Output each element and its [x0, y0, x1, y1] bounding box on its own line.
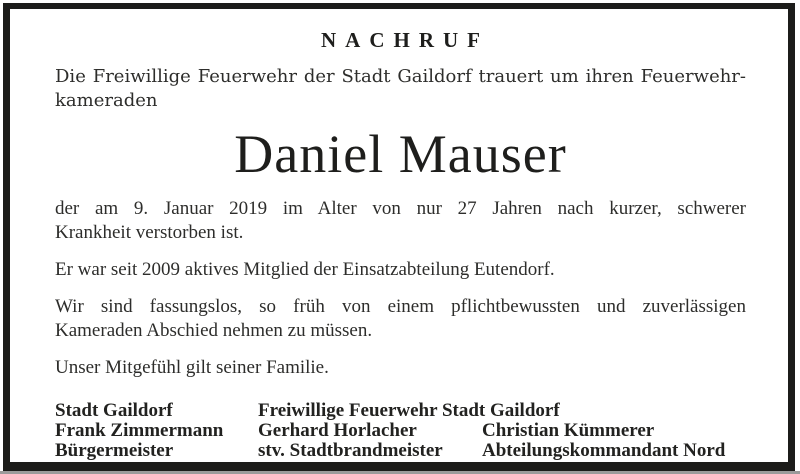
death-details-paragraph	[55, 197, 746, 245]
intro-line-1: Die Freiwillige Feuerwehr der Stadt Gaildorf trauert um ihren Feuerwehr-	[55, 66, 746, 87]
signature-role-mayor: Bürgermeister	[55, 440, 174, 461]
membership-paragraph	[55, 258, 746, 282]
signature-org-fire-department: Freiwillige Feuerwehr Stadt Gaildorf	[258, 400, 560, 421]
signature-name-mayor: Frank Zimmermann	[55, 420, 224, 441]
sympathy-paragraph	[55, 356, 746, 380]
membership-line: Er war seit 2009 aktives Mitglied der Einsatzabteilung Eutendorf.	[55, 259, 555, 280]
notice-title: NACHRUF	[321, 28, 489, 52]
signature-role-commandant: Abteilungskommandant Nord	[482, 440, 726, 461]
signature-role-fire-chief: stv. Stadtbrandmeister	[258, 440, 443, 461]
obituary-notice-frame	[3, 3, 795, 471]
intro-line-2: kameraden	[55, 90, 158, 111]
death-details-line-2: Krankheit verstorben ist.	[55, 222, 244, 243]
signature-name-commandant: Christian Kümmerer	[482, 420, 655, 441]
intro-paragraph	[55, 65, 746, 113]
deceased-name: Daniel Mauser	[234, 124, 567, 184]
condolence-paragraph	[55, 295, 746, 343]
signature-org-city: Stadt Gaildorf	[55, 400, 173, 421]
death-details-line-1: der am 9. Januar 2019 im Alter von nur 27 Jahren nach kurzer, schwerer	[55, 198, 746, 219]
condolence-line-1: Wir sind fassungslos, so früh von einem pflichtbewussten und zuverlässigen	[55, 296, 746, 317]
sympathy-line: Unser Mitgefühl gilt seiner Familie.	[55, 357, 329, 378]
condolence-line-2: Kameraden Abschied nehmen zu müssen.	[55, 320, 373, 341]
signature-name-fire-chief: Gerhard Horlacher	[258, 420, 417, 441]
signature-block	[55, 401, 746, 461]
